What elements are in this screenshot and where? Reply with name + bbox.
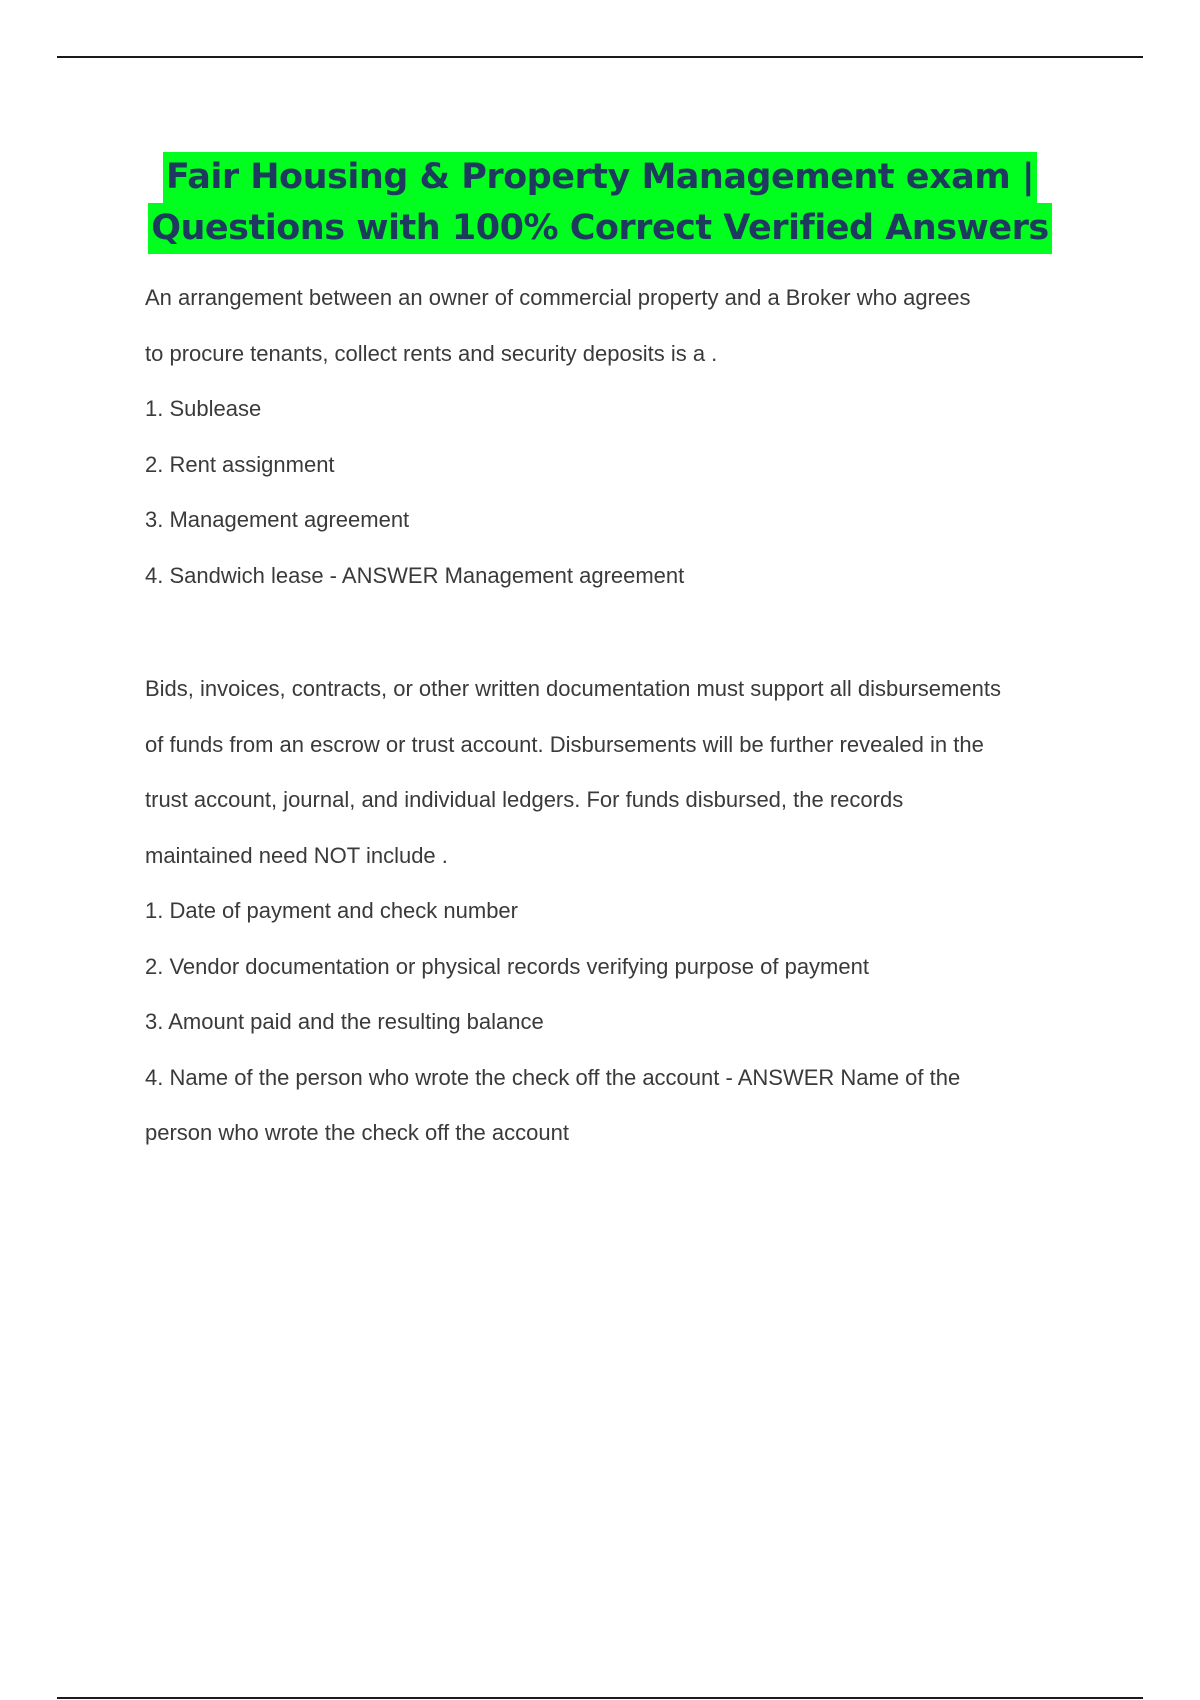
answer-option-with-answer: 4. Sandwich lease - ANSWER Management agreement	[145, 562, 685, 588]
question-block-1	[145, 270, 1105, 603]
title-line-1: Fair Housing & Property Management exam |	[163, 152, 1037, 203]
answer-option-continuation: person who wrote the check off the account	[145, 1120, 569, 1145]
answer-option-with-answer: 4. Name of the person who wrote the check off the account - ANSWER Name of the	[145, 1064, 961, 1090]
answer-option: 3. Amount paid and the resulting balance	[145, 1009, 544, 1034]
answer-option: 1. Sublease	[145, 396, 262, 421]
answer-option: 1. Date of payment and check number	[145, 898, 518, 923]
question-text-line: An arrangement between an owner of commercial property and a Broker who agrees	[145, 285, 971, 310]
question-text-line: of funds from an escrow or trust account. Disbursements will be further revealed in the	[145, 731, 984, 757]
question-text-line: trust account, journal, and individual ledgers. For funds disbursed, the records	[145, 787, 904, 812]
document-title	[0, 152, 1200, 254]
header-rule	[57, 56, 1143, 58]
footer-rule	[57, 1697, 1143, 1699]
question-text-line: maintained need NOT include .	[145, 842, 448, 868]
document-body	[145, 270, 1105, 1161]
question-block-2	[145, 661, 1105, 1161]
block-spacer	[145, 603, 1105, 661]
title-line-2: Questions with 100% Correct Verified Answers	[148, 203, 1051, 254]
answer-option: 3. Management agreement	[145, 507, 410, 532]
question-text-line: to procure tenants, collect rents and security deposits is a .	[145, 340, 718, 366]
answer-option: 2. Rent assignment	[145, 451, 335, 477]
answer-option: 2. Vendor documentation or physical records verifying purpose of payment	[145, 953, 869, 979]
question-text-line: Bids, invoices, contracts, or other written documentation must support all disbursements	[145, 676, 1001, 701]
